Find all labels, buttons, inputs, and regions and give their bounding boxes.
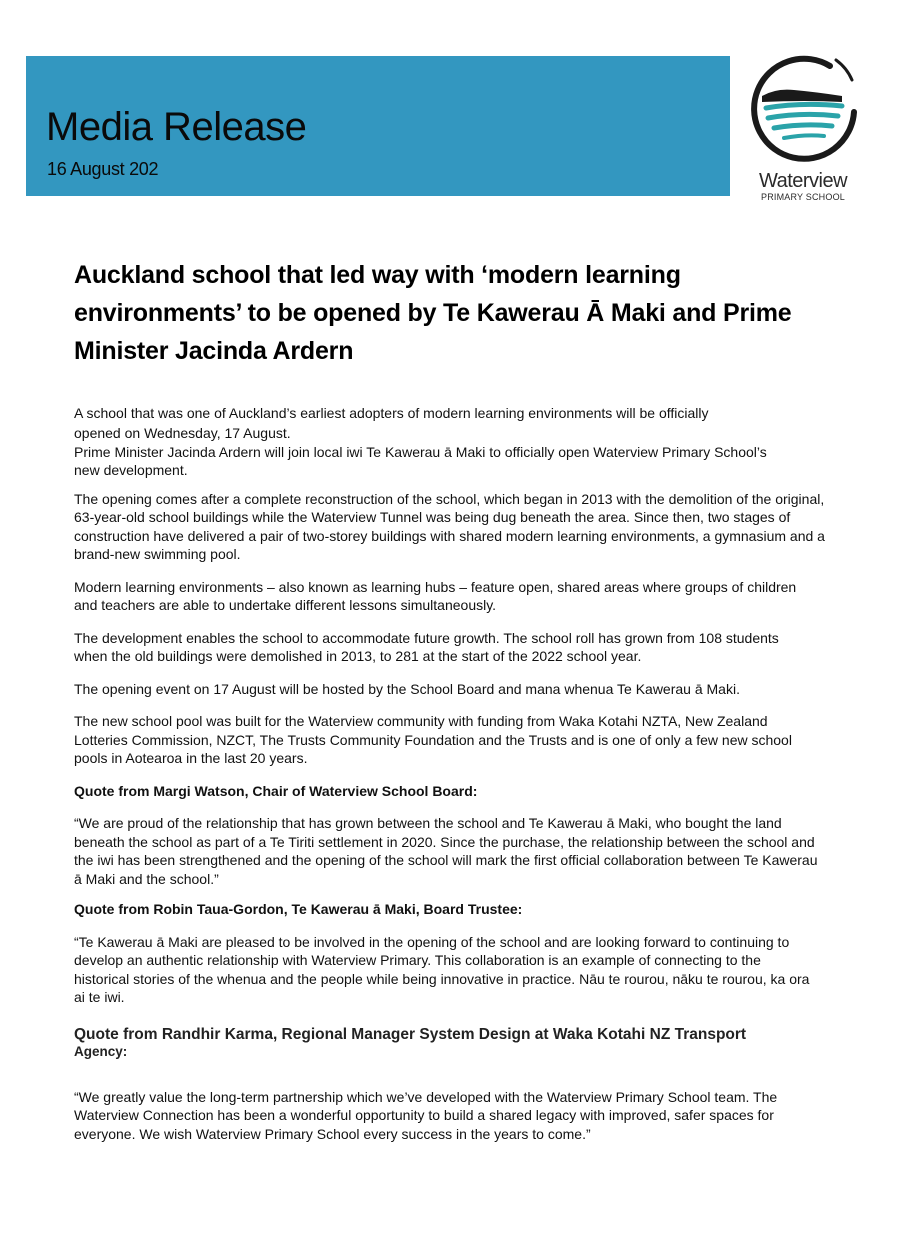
- quote-2-text: “Te Kawerau ā Maki are pleased to be involved in the opening of the school and are looking forward to continuing to develop an authentic relationship with Waterview Primary. This collaboration is an example of connecting to the historical stories of the whenua and the people while being innovative in practice. Nāu te rourou, nāku te rourou, ka ora ai te iwi.: [74, 933, 810, 1005]
- paragraph-6: The new school pool was built for the Waterview community with funding from Waka Kotahi NZTA, New Zealand Lotteries Commission, NZCT, The Trusts Community Foundation and the Trusts and is one of only a few new school pools in Aotearoa in the last 20 years.: [74, 713, 792, 766]
- paragraph-3: Modern learning environments – also known as learning hubs – feature open, shared areas where groups of children and teachers are able to undertake different lessons simultaneously.: [74, 578, 797, 613]
- header-banner: [26, 56, 730, 196]
- quote-2-heading: Quote from Robin Taua-Gordon, Te Kawerau ā Maki, Board Trustee:: [74, 901, 523, 917]
- paragraph-1b: opened on Wednesday, 17 August.: [74, 425, 291, 441]
- quote-3-text: “We greatly value the long-term partnership which we’ve developed with the Waterview Primary School team. The Waterview Connection has been a wonderful opportunity to build a shared legacy with improved, safer spaces for everyone. We wish Waterview Primary School every success in the years to come.”: [74, 1088, 778, 1142]
- quote-3-heading-cont: Agency:: [74, 1043, 128, 1059]
- article-body: [74, 402, 834, 1143]
- school-logo: [746, 46, 862, 206]
- paragraph-1c: Prime Minister Jacinda Ardern will join local iwi Te Kawerau ā Maki to officially open Waterview Primary School’s new development.: [74, 443, 767, 478]
- headline: Auckland school that led way with ‘modern learning environments’ to be opened by Te Kawerau Ā Maki and Prime Minister Jacinda Ardern: [74, 261, 792, 365]
- page-title: Media Release: [46, 105, 307, 149]
- paragraph-2: The opening comes after a complete reconstruction of the school, which began in 2013 with the demolition of the original, 63-year-old school buildings while the Waterview Tunnel was being dug beneath the area. Since then, two stages of construction have delivered a pair of two-storey buildings with shared modern learning environments, a gymnasium and a brand-new swimming pool.: [74, 490, 825, 562]
- paragraph-5: The opening event on 17 August will be hosted by the School Board and mana whenua Te Kawerau ā Maki.: [74, 680, 740, 697]
- quote-3-heading: Quote from Randhir Karma, Regional Manager System Design at Waka Kotahi NZ Transport: [74, 1025, 747, 1043]
- release-date: 16 August 202: [47, 159, 159, 179]
- logo-school-name: Waterview: [758, 170, 848, 192]
- quote-1-text: “We are proud of the relationship that has grown between the school and Te Kawerau ā Maki, who bought the land beneath the school as part of a Te Tiriti settlement in 2020. Since the purchase, the relationship between the school and the iwi has been strengthened and the opening of the school will mark the first official collaboration between Te Kawerau ā Maki and the school.”: [74, 815, 818, 887]
- paragraph-1a: A school that was one of Auckland’s earliest adopters of modern learning environments will be officially: [74, 405, 709, 421]
- waterview-logo-icon: [746, 46, 862, 166]
- quote-1-heading: Quote from Margi Watson, Chair of Waterview School Board:: [74, 782, 478, 799]
- logo-school-subtitle: PRIMARY SCHOOL: [761, 192, 845, 202]
- paragraph-4: The development enables the school to accommodate future growth. The school roll has grown from 108 students when the old buildings were demolished in 2013, to 281 at the start of the 2022 school year.: [74, 629, 779, 664]
